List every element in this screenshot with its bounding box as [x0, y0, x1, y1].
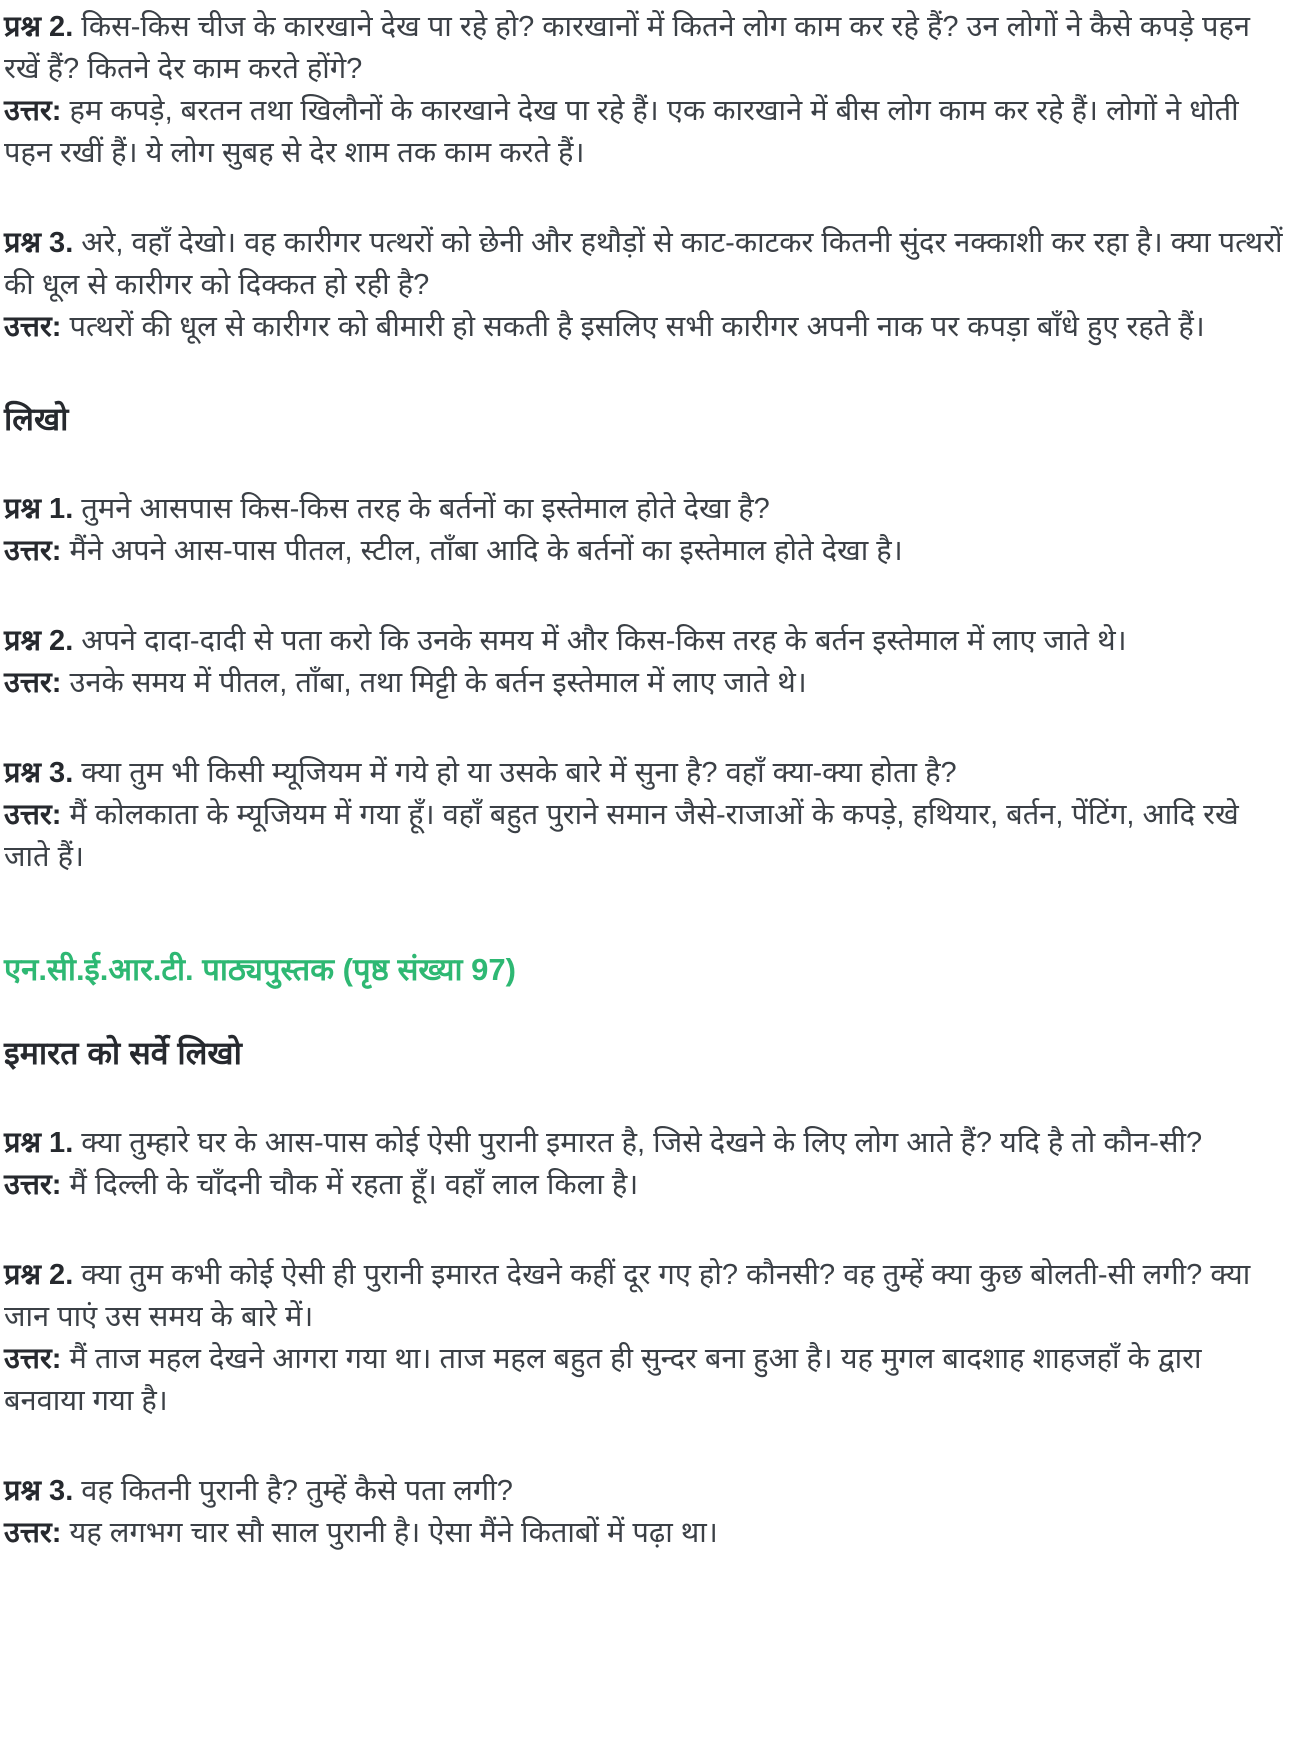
qa-block	[4, 6, 1288, 174]
qa-block	[4, 1470, 1288, 1554]
question-text: प्रश्न 3. अरे, वहाँ देखो। वह कारीगर पत्थरों को छेनी और हथौड़ों से काट-काटकर कितनी सुंदर नक्काशी कर रहा है। क्या पत्थरों की धूल से कारीगर को दिक्कत हो रही है?	[4, 227, 1283, 301]
qa-block	[4, 1122, 1288, 1206]
answer-label: उत्तर:	[4, 535, 62, 567]
section-heading: लिखो	[4, 401, 69, 437]
question-label: प्रश्न 1.	[4, 1127, 74, 1159]
question-text: प्रश्न 2. किस-किस चीज के कारखाने देख पा रहे हो? कारखानों में कितने लोग काम कर रहे हैं? उन लोगों ने कैसे कपड़े पहन रखें हैं? कितने देर काम करते होंगे?	[4, 11, 1251, 85]
qa-block	[4, 222, 1288, 348]
qa-block	[4, 620, 1288, 704]
answer-text: उत्तर: मैं ताज महल देखने आगरा गया था। ताज महल बहुत ही सुन्दर बना हुआ है। यह मुगल बादशाह शाहजहाँ के द्वारा बनवाया गया है।	[4, 1343, 1202, 1417]
question-label: प्रश्न 1.	[4, 493, 74, 525]
answer-label: उत्तर:	[4, 311, 62, 343]
question-text: प्रश्न 3. क्या तुम भी किसी म्यूजियम में गये हो या उसके बारे में सुना है? वहाँ क्या-क्या होता है?	[4, 757, 957, 789]
answer-text: उत्तर: मैंने अपने आस-पास पीतल, स्टील, ताँबा आदि के बर्तनों का इस्तेमाल होते देखा है।	[4, 535, 903, 567]
question-label: प्रश्न 3.	[4, 757, 74, 789]
question-text: प्रश्न 1. तुमने आसपास किस-किस तरह के बर्तनों का इस्तेमाल होते देखा है?	[4, 493, 770, 525]
qa-block	[4, 752, 1288, 878]
answer-text: उत्तर: पत्थरों की धूल से कारीगर को बीमारी हो सकती है इसलिए सभी कारीगर अपनी नाक पर कपड़ा बाँधे हुए रहते हैं।	[4, 311, 1205, 343]
section-heading: इमारत को सर्वे लिखो	[4, 1035, 242, 1071]
answer-text: उत्तर: मैं कोलकाता के म्यूजियम में गया हूँ। वहाँ बहुत पुराने समान जैसे-राजाओं के कपड़े, हथियार, बर्तन, पेंटिंग, आदि रखे जाते हैं।	[4, 799, 1239, 873]
question-text: प्रश्न 1. क्या तुम्हारे घर के आस-पास कोई ऐसी पुरानी इमारत है, जिसे देखने के लिए लोग आते हैं? यदि है तो कौन-सी?	[4, 1127, 1203, 1159]
answer-label: उत्तर:	[4, 667, 62, 699]
answer-label: उत्तर:	[4, 1169, 62, 1201]
question-label: प्रश्न 3.	[4, 1475, 74, 1507]
question-label: प्रश्न 3.	[4, 227, 74, 259]
question-label: प्रश्न 2.	[4, 625, 74, 657]
answer-label: उत्तर:	[4, 799, 62, 831]
question-text: प्रश्न 2. अपने दादा-दादी से पता करो कि उनके समय में और किस-किस तरह के बर्तन इस्तेमाल में लाए जाते थे।	[4, 625, 1127, 657]
ncert-reference-heading: एन.सी.ई.आर.टी. पाठ्यपुस्तक (पृष्ठ संख्या 97)	[4, 952, 516, 987]
answer-text: उत्तर: यह लगभग चार सौ साल पुरानी है। ऐसा मैंने किताबों में पढ़ा था।	[4, 1517, 718, 1549]
qa-block	[4, 488, 1288, 572]
question-label: प्रश्न 2.	[4, 11, 74, 43]
question-text: प्रश्न 2. क्या तुम कभी कोई ऐसी ही पुरानी इमारत देखने कहीं दूर गए हो? कौनसी? वह तुम्हें क्या कुछ बोलती-सी लगी? क्या जान पाएं उस समय के बारे में।	[4, 1259, 1251, 1333]
answer-text: उत्तर: मैं दिल्ली के चाँदनी चौक में रहता हूँ। वहाँ लाल किला है।	[4, 1169, 639, 1201]
answer-text: उत्तर: उनके समय में पीतल, ताँबा, तथा मिट्टी के बर्तन इस्तेमाल में लाए जाते थे।	[4, 667, 807, 699]
question-label: प्रश्न 2.	[4, 1259, 74, 1291]
answer-label: उत्तर:	[4, 95, 62, 127]
question-text: प्रश्न 3. वह कितनी पुरानी है? तुम्हें कैसे पता लगी?	[4, 1475, 513, 1507]
answer-text: उत्तर: हम कपड़े, बरतन तथा खिलौनों के कारखाने देख पा रहे हैं। एक कारखाने में बीस लोग काम कर रहे हैं। लोगों ने धोती पहन रखीं हैं। ये लोग सुबह से देर शाम तक काम करते हैं।	[4, 95, 1239, 169]
qa-block	[4, 1254, 1288, 1422]
answer-label: उत्तर:	[4, 1517, 62, 1549]
answer-label: उत्तर:	[4, 1343, 62, 1375]
document-content	[4, 6, 1288, 1554]
